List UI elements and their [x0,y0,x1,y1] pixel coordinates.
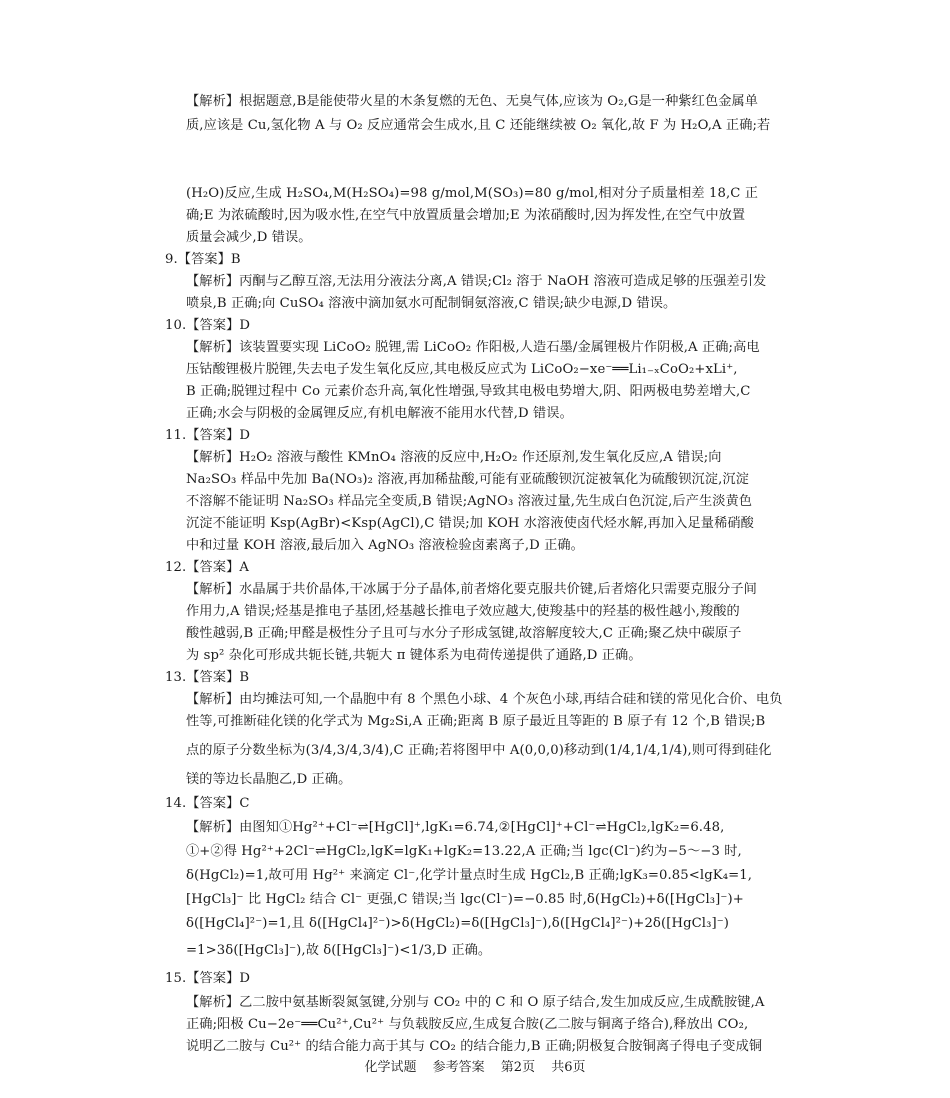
text-line: 压钴酸锂极片脱锂,失去电子发生氧化反应,其电极反应式为 LiCoO₂−xe⁻══Li₁₋ₓCoO₂+xLi⁺, [186,362,738,377]
text-line: 【解析】乙二胺中氨基断裂氮氢键,分别与 CO₂ 中的 C 和 O 原子结合,发生加成反应,生成酰胺键,A [186,995,765,1010]
text-line: 【解析】H₂O₂ 溶液与酸性 KMnO₄ 溶液的反应中,H₂O₂ 作还原剂,发生氧化反应,A 错误;向 [186,450,722,465]
page-footer [0,1056,950,1075]
text-line: =1>3δ([HgCl₃]⁻),故 δ([HgCl₃]⁻)<1/3,D 正确。 [186,943,492,958]
text-line: 点的原子分数坐标为(3/4,3/4,3/4),C 正确;若将图甲中 A(0,0,0)移动到(1/4,1/4,1/4),则可得到硅化 [186,743,772,758]
text-line: 【解析】水晶属于共价晶体,干冰属于分子晶体,前者熔化要克服共价键,后者熔化只需要克服分子间 [186,582,757,597]
text-line: δ([HgCl₄]²⁻)=1,且 δ([HgCl₄]²⁻)>δ(HgCl₂)=δ([HgCl₃]⁻),δ([HgCl₄]²⁻)+2δ([HgCl₃]⁻) [186,916,730,931]
answer-heading: 10.【答案】D [165,318,251,333]
text-line: 不溶解不能证明 Na₂SO₃ 样品完全变质,B 错误;AgNO₃ 溶液过量,先生成白色沉淀,后产生淡黄色 [186,494,753,509]
text-line: 作用力,A 错误;烃基是推电子基团,烃基越长推电子效应越大,使羧基中的羟基的极性越小,羧酸的 [186,604,740,619]
footer-total: 共6页 [551,1060,586,1075]
text-line: 确;E 为浓硫酸时,因为吸水性,在空气中放置质量会增加;E 为浓硝酸时,因为挥发性,在空气中放置 [186,208,746,223]
text-line: 质量会减少,D 错误。 [186,230,312,245]
text-line: (H₂O)反应,生成 H₂SO₄,M(H₂SO₄)=98 g/mol,M(SO₃)=80 g/mol,相对分子质量相差 18,C 正 [186,186,759,201]
text-line: 【解析】由图知①Hg²⁺+Cl⁻⇌[HgCl]⁺,lgK₁=6.74,②[HgCl]⁺+Cl⁻⇌HgCl₂,lgK₂=6.48, [186,820,725,835]
answer-heading: 9.【答案】B [165,252,241,267]
answer-heading: 12.【答案】A [165,560,250,575]
text-line: 【解析】由均摊法可知,一个晶胞中有 8 个黑色小球、4 个灰色小球,再结合硅和镁的常见化合价、电负 [186,692,783,707]
text-line: 正确;水会与阴极的金属锂反应,有机电解液不能用水代替,D 错误。 [186,406,573,421]
footer-subject: 化学试题 [364,1060,417,1075]
text-line: 说明乙二胺与 Cu²⁺ 的结合能力高于其与 CO₂ 的结合能力,B 正确;阴极复合胺铜离子得电子变成铜 [186,1039,763,1054]
footer-doc: 参考答案 [432,1060,485,1075]
text-line: 喷泉,B 正确;向 CuSO₄ 溶液中滴加氨水可配制铜氨溶液,C 错误;缺少电源,D 错误。 [186,296,677,311]
text-line: 【解析】根据题意,B是能使带火星的木条复燃的无色、无臭气体,应该为 O₂,G是一种紫红色金属单 [186,94,759,109]
text-line: 酸性越弱,B 正确;甲醛是极性分子且可与水分子形成氢键,故溶解度较大,C 正确;聚乙炔中碳原子 [186,626,742,641]
text-line: [HgCl₃]⁻ 比 HgCl₂ 结合 Cl⁻ 更强,C 错误;当 lgc(Cl⁻)=−0.85 时,δ(HgCl₂)+δ([HgCl₃]⁻)+ [186,892,744,907]
text-line: 质,应该是 Cu,氢化物 A 与 O₂ 反应通常会生成水,且 C 还能继续被 O₂ 氧化,故 F 为 H₂O,A 正确;若 [186,118,771,133]
text-line: 镁的等边长晶胞乙,D 正确。 [186,772,352,787]
answer-heading: 14.【答案】C [165,796,250,811]
text-line: 中和过量 KOH 溶液,最后加入 AgNO₃ 溶液检验卤素离子,D 正确。 [186,538,584,553]
text-line: 【解析】该装置要实现 LiCoO₂ 脱锂,需 LiCoO₂ 作阳极,人造石墨/金属锂极片作阴极,A 正确;高电 [186,340,760,355]
answer-heading: 11.【答案】D [165,428,251,443]
text-line: B 正确;脱锂过程中 Co 元素价态升高,氧化性增强,导致其电极电势增大,阴、阳两极电势差增大,C [186,384,751,399]
text-line: 正确;阳极 Cu−2e⁻══Cu²⁺,Cu²⁺ 与负载胺反应,生成复合胺(乙二胺与铜离子络合),释放出 CO₂, [186,1017,749,1032]
footer-page: 第2页 [500,1060,536,1075]
answer-heading: 13.【答案】B [165,670,250,685]
text-line: Na₂SO₃ 样品中先加 Ba(NO₃)₂ 溶液,再加稀盐酸,可能有亚硫酸钡沉淀被氧化为硫酸钡沉淀,沉淀 [186,472,749,487]
text-line: δ(HgCl₂)=1,故可用 Hg²⁺ 来滴定 Cl⁻,化学计量点时生成 HgCl₂,B 正确;lgK₃=0.85<lgK₄=1, [186,868,753,883]
text-line: 性等,可推断硅化镁的化学式为 Mg₂Si,A 正确;距离 B 原子最近且等距的 B 原子有 12 个,B 错误;B [186,714,766,729]
text-line: 沉淀不能证明 Ksp(AgBr)<Ksp(AgCl),C 错误;加 KOH 水溶液使卤代烃水解,再加入足量稀硝酸 [186,516,754,531]
text-line: ①+②得 Hg²⁺+2Cl⁻⇌HgCl₂,lgK=lgK₁+lgK₂=13.22,A 正确;当 lgc(Cl⁻)约为−5～−3 时, [186,844,742,859]
text-line: 【解析】丙酮与乙醇互溶,无法用分液法分离,A 错误;Cl₂ 溶于 NaOH 溶液可造成足够的压强差引发 [186,274,767,289]
answer-heading: 15.【答案】D [165,971,251,986]
text-line: 为 sp² 杂化可形成共轭长链,共轭大 π 键体系为电荷传递提供了通路,D 正确。 [186,648,642,663]
